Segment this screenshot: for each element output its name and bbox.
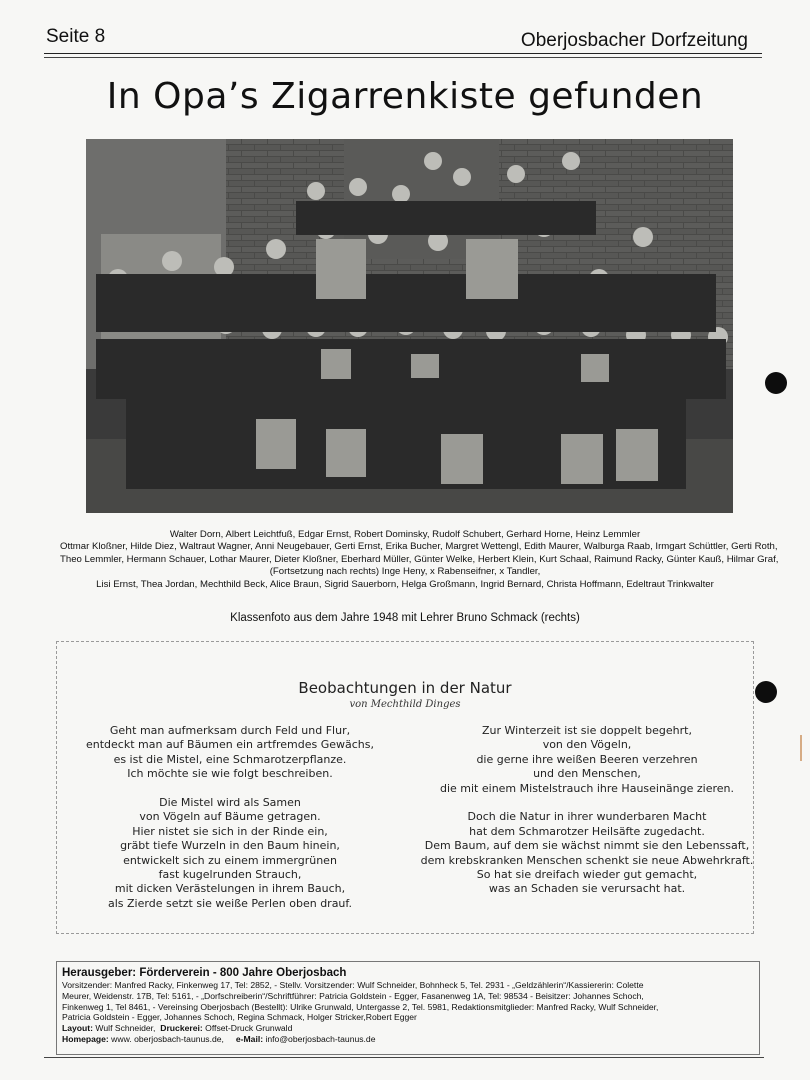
poem-line: Hier nistet sie sich in der Rinde ein, xyxy=(132,824,328,838)
poem-line: es ist die Mistel, eine Schmarotzerpflanze. xyxy=(113,752,347,766)
punch-hole xyxy=(765,372,787,394)
edge-mark xyxy=(800,735,802,761)
class-photo xyxy=(86,139,733,513)
poem-line: Zur Winterzeit ist sie doppelt begehrt, xyxy=(482,724,692,737)
email-link[interactable]: info@oberjosbach-taunus.de xyxy=(263,1033,376,1044)
header-rule-thin xyxy=(44,57,762,58)
poem-line: dem krebskranken Menschen schenkt sie neue Abwehrkraft. xyxy=(420,853,754,867)
layout-label: Layout: xyxy=(62,1023,94,1034)
imprint xyxy=(62,966,752,1045)
imprint-line: Patricia Goldstein - Egger, Johannes Schoch, Regina Schmack, Holger Stricker,Robert Egger xyxy=(62,1012,417,1023)
imprint-web-line xyxy=(62,1034,752,1045)
poem-line: von Vögeln auf Bäume getragen. xyxy=(139,810,321,824)
poem-line: die gerne ihre weißen Beeren verzehren xyxy=(476,752,698,766)
poem-line: hat dem Schmarotzer Heilsäfte zugedacht. xyxy=(469,824,705,838)
poem-line: Geht man aufmerksam durch Feld und Flur, xyxy=(109,724,351,737)
article-title: In Opa’s Zigarrenkiste gefunden xyxy=(106,76,704,117)
poem-line: gräbt tiefe Wurzeln in den Baum hinein, xyxy=(120,839,340,853)
poem-line: Ich möchte sie wie folgt beschreiben. xyxy=(127,767,333,781)
poem-line: entwickelt sich zu einem immergrünen xyxy=(123,853,337,867)
poem-stanza xyxy=(412,810,762,896)
poem-line: als Zierde setzt sie weiße Perlen oben drauf. xyxy=(108,896,352,910)
poem-column-left xyxy=(80,724,380,926)
punch-hole xyxy=(755,681,777,703)
footer-rule xyxy=(44,1057,764,1058)
header-rule xyxy=(44,53,762,54)
poem-line: Dem Baum, auf dem sie wächst nimmt sie den Lebenssaft, xyxy=(424,839,750,853)
homepage-label: Homepage: xyxy=(62,1033,109,1044)
poem-stanza xyxy=(80,724,380,782)
poem-column-right xyxy=(412,724,762,911)
names-row: (Fortsetzung nach rechts) Inge Heny, x Rabenseifner, x Tandler, xyxy=(269,566,541,578)
poem-line: Doch die Natur in ihrer wunderbaren Macht xyxy=(467,810,707,824)
names-row: Theo Lemmler, Hermann Schauer, Lothar Maurer, Dieter Kloßner, Eberhard Müller, Günter Welke, Herbert Klein, Kurt Schaal, Raimund Racky, Günter Kauß, Hilmar Graf, xyxy=(60,553,779,565)
student-names xyxy=(60,529,779,591)
poem-title: Beobachtungen in der Natur xyxy=(298,679,512,697)
imprint-line: Vorsitzender: Manfred Racky, Finkenweg 17, Tel: 2852, - Stellv. Vorsitzender: Wulf Schneider, Bohnheck 5, Tel. 2931 - „Geldzählerin“/Kassiererin: Colette xyxy=(62,980,644,990)
poem-line: fast kugelrunden Strauch, xyxy=(158,868,302,882)
names-row: Lisi Ernst, Thea Jordan, Mechthild Beck, Alice Braun, Sigrid Sauerborn, Helga Großmann, Ingrid Bernard, Christa Hoffmann, Edeltraut Trinkwalter xyxy=(96,578,714,590)
poem-line: und den Menschen, xyxy=(533,767,641,781)
poem-author: von Mechthild Dinges xyxy=(349,699,461,710)
class-photo-image xyxy=(86,139,733,513)
poem-line: Die Mistel wird als Samen xyxy=(159,796,301,810)
homepage-link[interactable]: www. oberjosbach-taunus.de, xyxy=(108,1033,236,1044)
page-number: Seite 8 xyxy=(46,26,106,47)
poem-line: von den Vögeln, xyxy=(542,738,632,752)
imprint-line: Finkenweg 1, Tel 8461, - Vereinsing Oberjosbach (Bestellt): Ulrike Grunwald, Untergasse 2, Tel. 5981, Redaktionsmitglieder: Manfred Racky, Wulf Schneider, xyxy=(62,1001,659,1012)
names-row: Ottmar Kloßner, Hilde Diez, Waltraut Wagner, Anni Neugebauer, Gerti Ernst, Erika Bucher, Margret Wettengl, Edith Maurer, Walburga Raab, Irmgart Schüttler, Gerti Roth, xyxy=(60,541,778,553)
poem-line: was an Schaden sie verursacht hat. xyxy=(488,882,686,896)
publication-name: Oberjosbacher Dorfzeitung xyxy=(520,30,748,51)
poem-line: mit dicken Verästelungen in ihrem Bauch, xyxy=(114,882,346,896)
layout-value: Wulf Schneider, xyxy=(93,1023,161,1034)
print-value: Offset-Druck Grunwald xyxy=(202,1023,293,1034)
poem-stanza xyxy=(80,796,380,911)
poem-line: So hat sie dreifach wieder gut gemacht, xyxy=(476,868,698,882)
photo-caption: Klassenfoto aus dem Jahre 1948 mit Lehrer Bruno Schmack (rechts) xyxy=(230,612,580,624)
imprint-heading: Herausgeber: Förderverein - 800 Jahre Oberjosbach xyxy=(62,967,347,979)
poem-line: entdeckt man auf Bäumen ein artfremdes Gewächs, xyxy=(85,738,374,752)
poem-stanza xyxy=(412,724,762,796)
imprint-layout-line xyxy=(62,1023,752,1034)
poem-line: die mit einem Mistelstrauch ihre Hauseinänge zieren. xyxy=(439,781,735,795)
email-label: e-Mail: xyxy=(235,1033,264,1044)
names-row: Walter Dorn, Albert Leichtfuß, Edgar Ernst, Robert Dominsky, Rudolf Schubert, Gerhard Horne, Heinz Lemmler xyxy=(169,529,641,540)
print-label: Druckerei: xyxy=(160,1023,203,1034)
imprint-line: Meurer, Weidenstr. 17B, Tel: 5161, - „Dorfschreiberin“/Schriftführer: Patricia Goldstein - Egger, Fasanenweg 1A, Tel: 98534 - Beisitzer: Johannes Schoch, xyxy=(62,990,644,1001)
